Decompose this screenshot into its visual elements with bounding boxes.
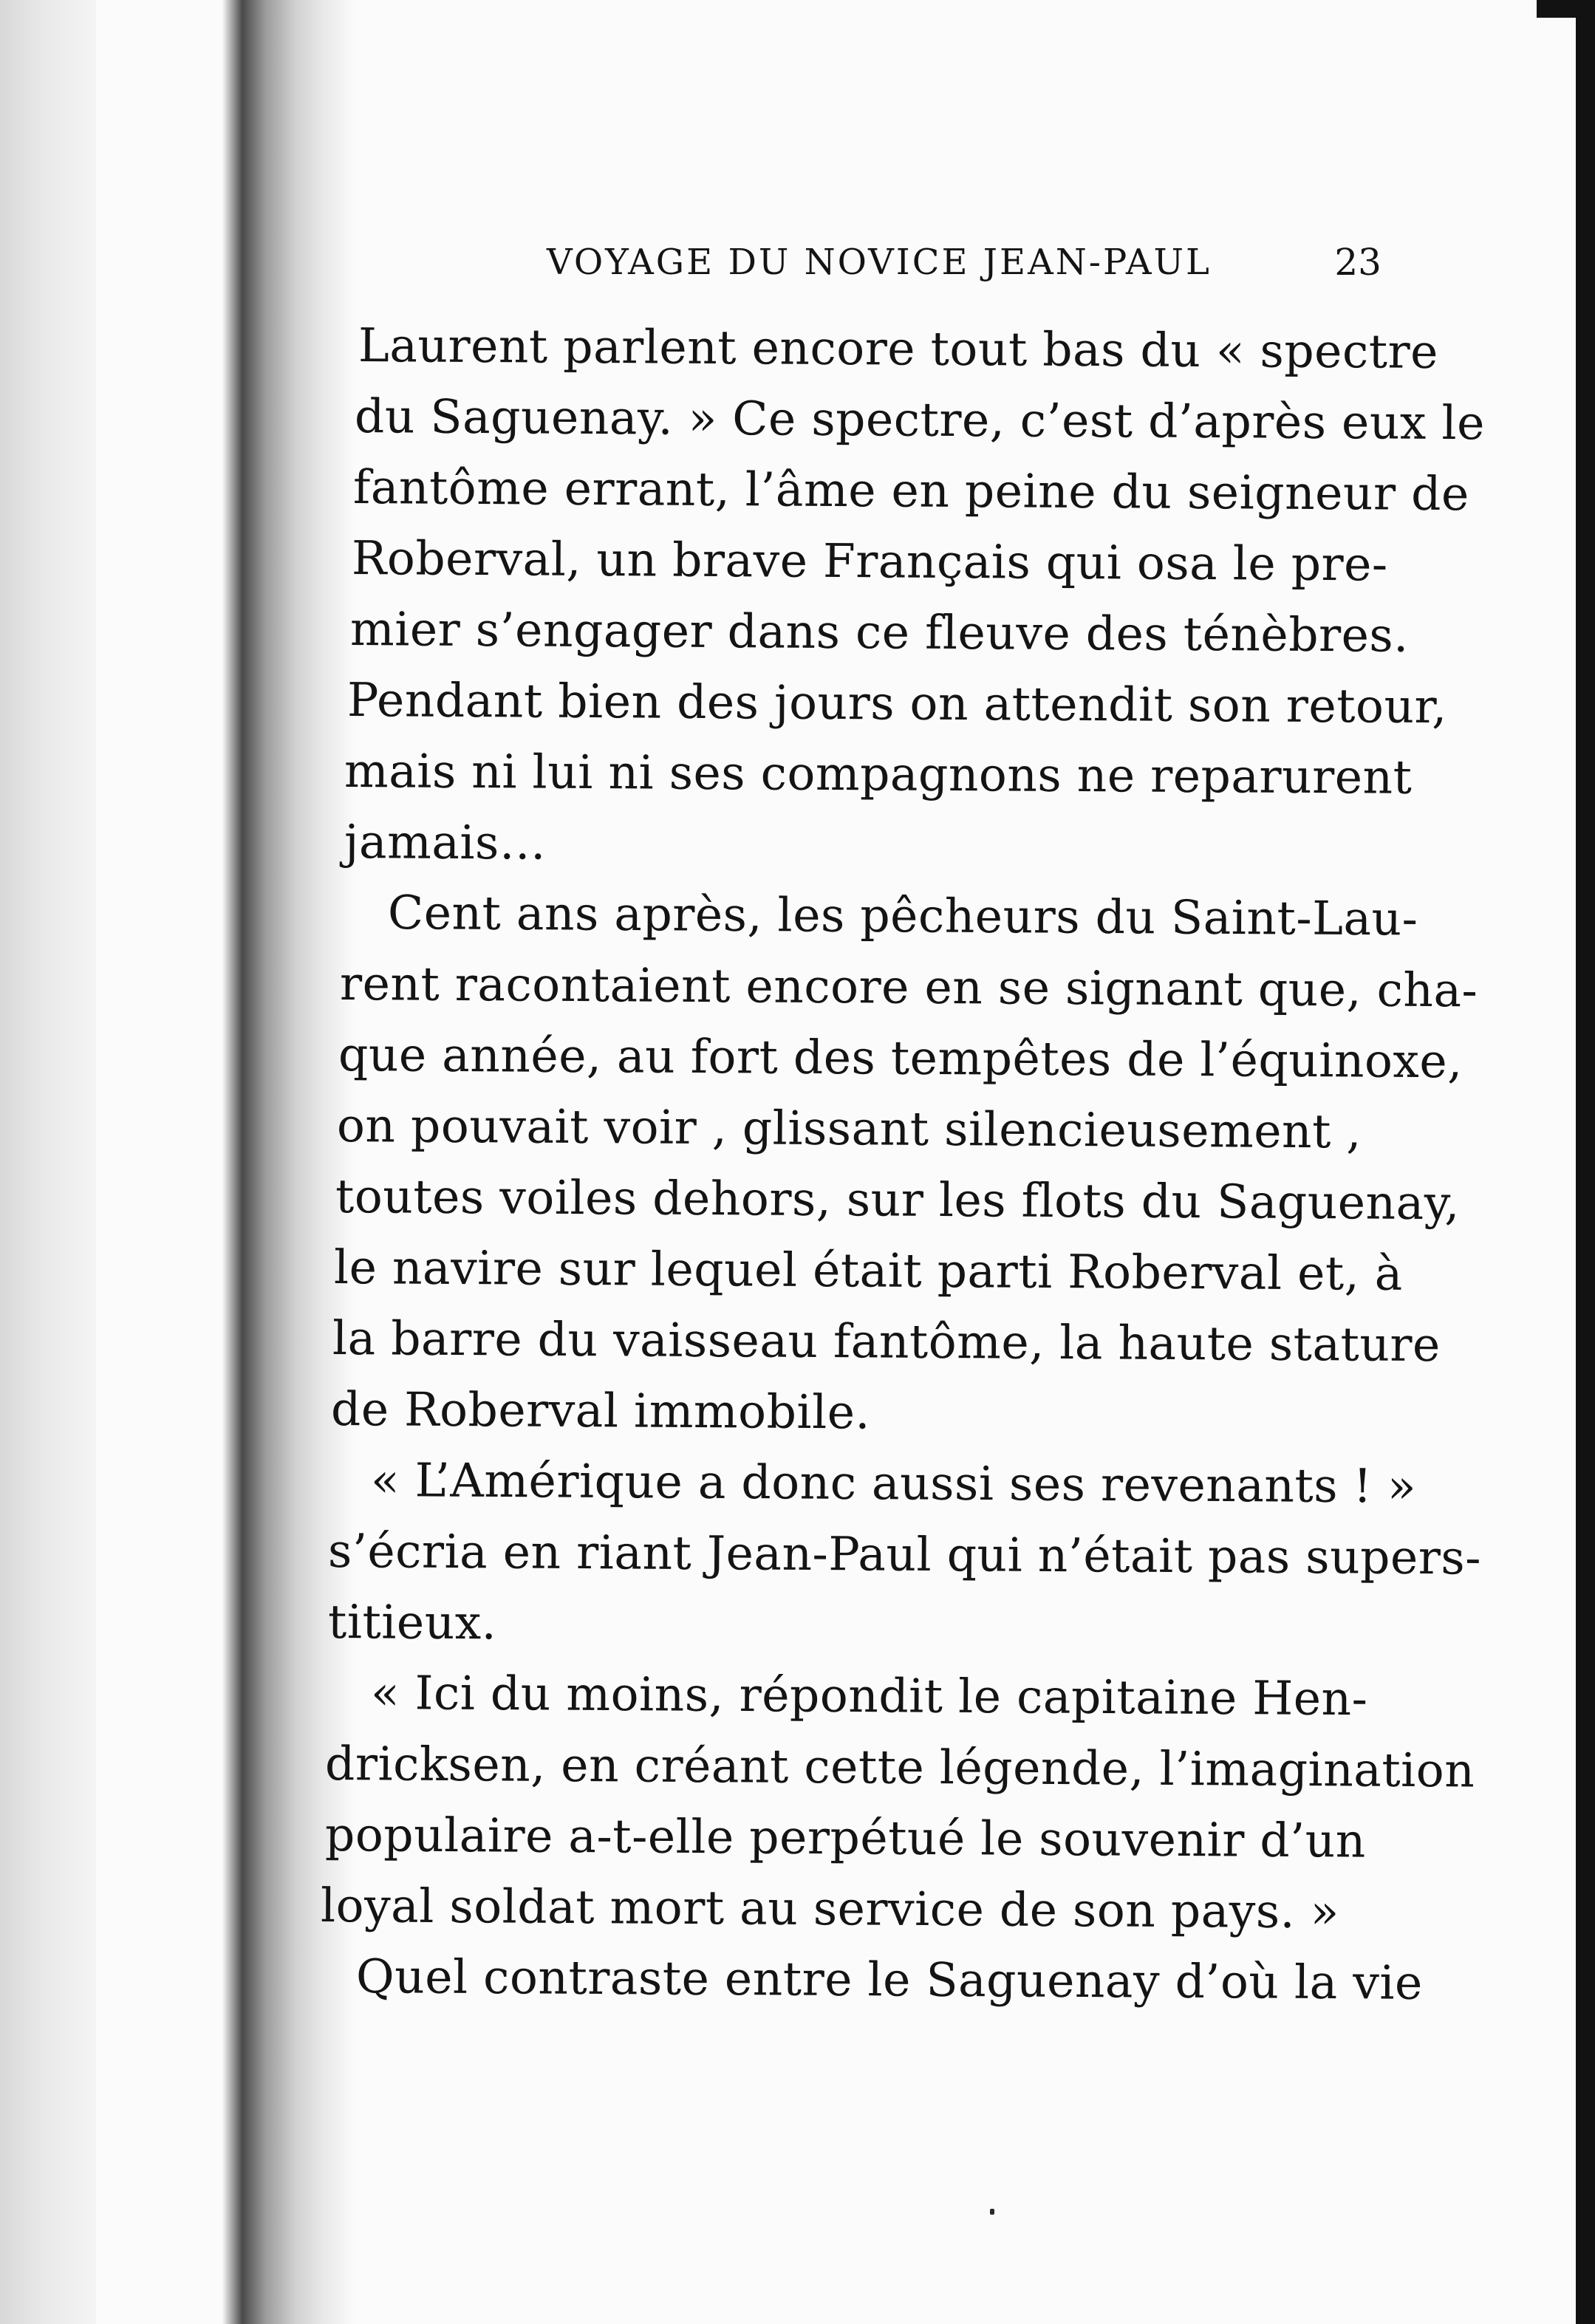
- text-line: s’écria en riant Jean-Paul qui n’était pas supers-: [327, 1524, 1482, 1585]
- running-header: [547, 236, 1381, 288]
- text-line: dricksen, en créant cette légende, l’imagination: [324, 1737, 1475, 1798]
- scan-corner: [1537, 0, 1595, 18]
- text-line: Cent ans après, les pêcheurs du Saint-Lau-: [387, 886, 1418, 946]
- text-line: Quel contraste entre le Saguenay d’où la vie: [355, 1949, 1423, 2010]
- text-line: mier s’engager dans ce fleuve des ténèbres.: [349, 602, 1410, 663]
- text-line: on pouvait voir , glissant silencieusement ,: [336, 1098, 1362, 1159]
- scan-right-border: [1576, 0, 1595, 2324]
- text-line: « Ici du moins, répondit le capitaine Hen-: [370, 1666, 1368, 1726]
- text-line: Roberval, un brave Français qui osa le pre-: [351, 531, 1388, 592]
- text-line: la barre du vaisseau fantôme, la haute stature: [332, 1311, 1441, 1373]
- book-spine-shadow: [222, 0, 332, 2324]
- text-line: le navire sur lequel était parti Roberval et, à: [333, 1240, 1404, 1301]
- text-line: loyal soldat mort au service de son pays. »: [320, 1879, 1340, 1939]
- text-line: titieux.: [327, 1595, 497, 1650]
- text-line: de Roberval immobile.: [330, 1382, 871, 1440]
- text-line: « L’Amérique a donc aussi ses revenants ! »: [370, 1453, 1417, 1514]
- body-text: [320, 310, 1486, 2012]
- text-line: Pendant bien des jours on attendit son retour,: [346, 673, 1447, 734]
- text-line: du Saguenay. » Ce spectre, c’est d’après eux le: [354, 389, 1486, 451]
- text-line: populaire a-t-elle perpétué le souvenir d’un: [324, 1808, 1367, 1868]
- running-title: VOYAGE DU NOVICE JEAN-PAUL: [547, 242, 1212, 283]
- page-gutter: [0, 0, 96, 2324]
- text-line: que année, au fort des tempêtes de l’équinoxe,: [338, 1028, 1463, 1089]
- text-line: toutes voiles dehors, sur les flots du Saguenay,: [335, 1169, 1461, 1231]
- text-line: jamais…: [344, 815, 547, 870]
- text-line: mais ni lui ni ses compagnons ne reparurent: [344, 744, 1413, 804]
- ink-speck: [990, 2209, 994, 2215]
- text-line: rent racontaient encore en se signant que, cha-: [339, 957, 1478, 1018]
- page-number: 23: [1334, 241, 1381, 284]
- text-line: fantôme errant, l’âme en peine du seigneur de: [352, 460, 1469, 522]
- text-line: Laurent parlent encore tout bas du « spectre: [358, 318, 1439, 379]
